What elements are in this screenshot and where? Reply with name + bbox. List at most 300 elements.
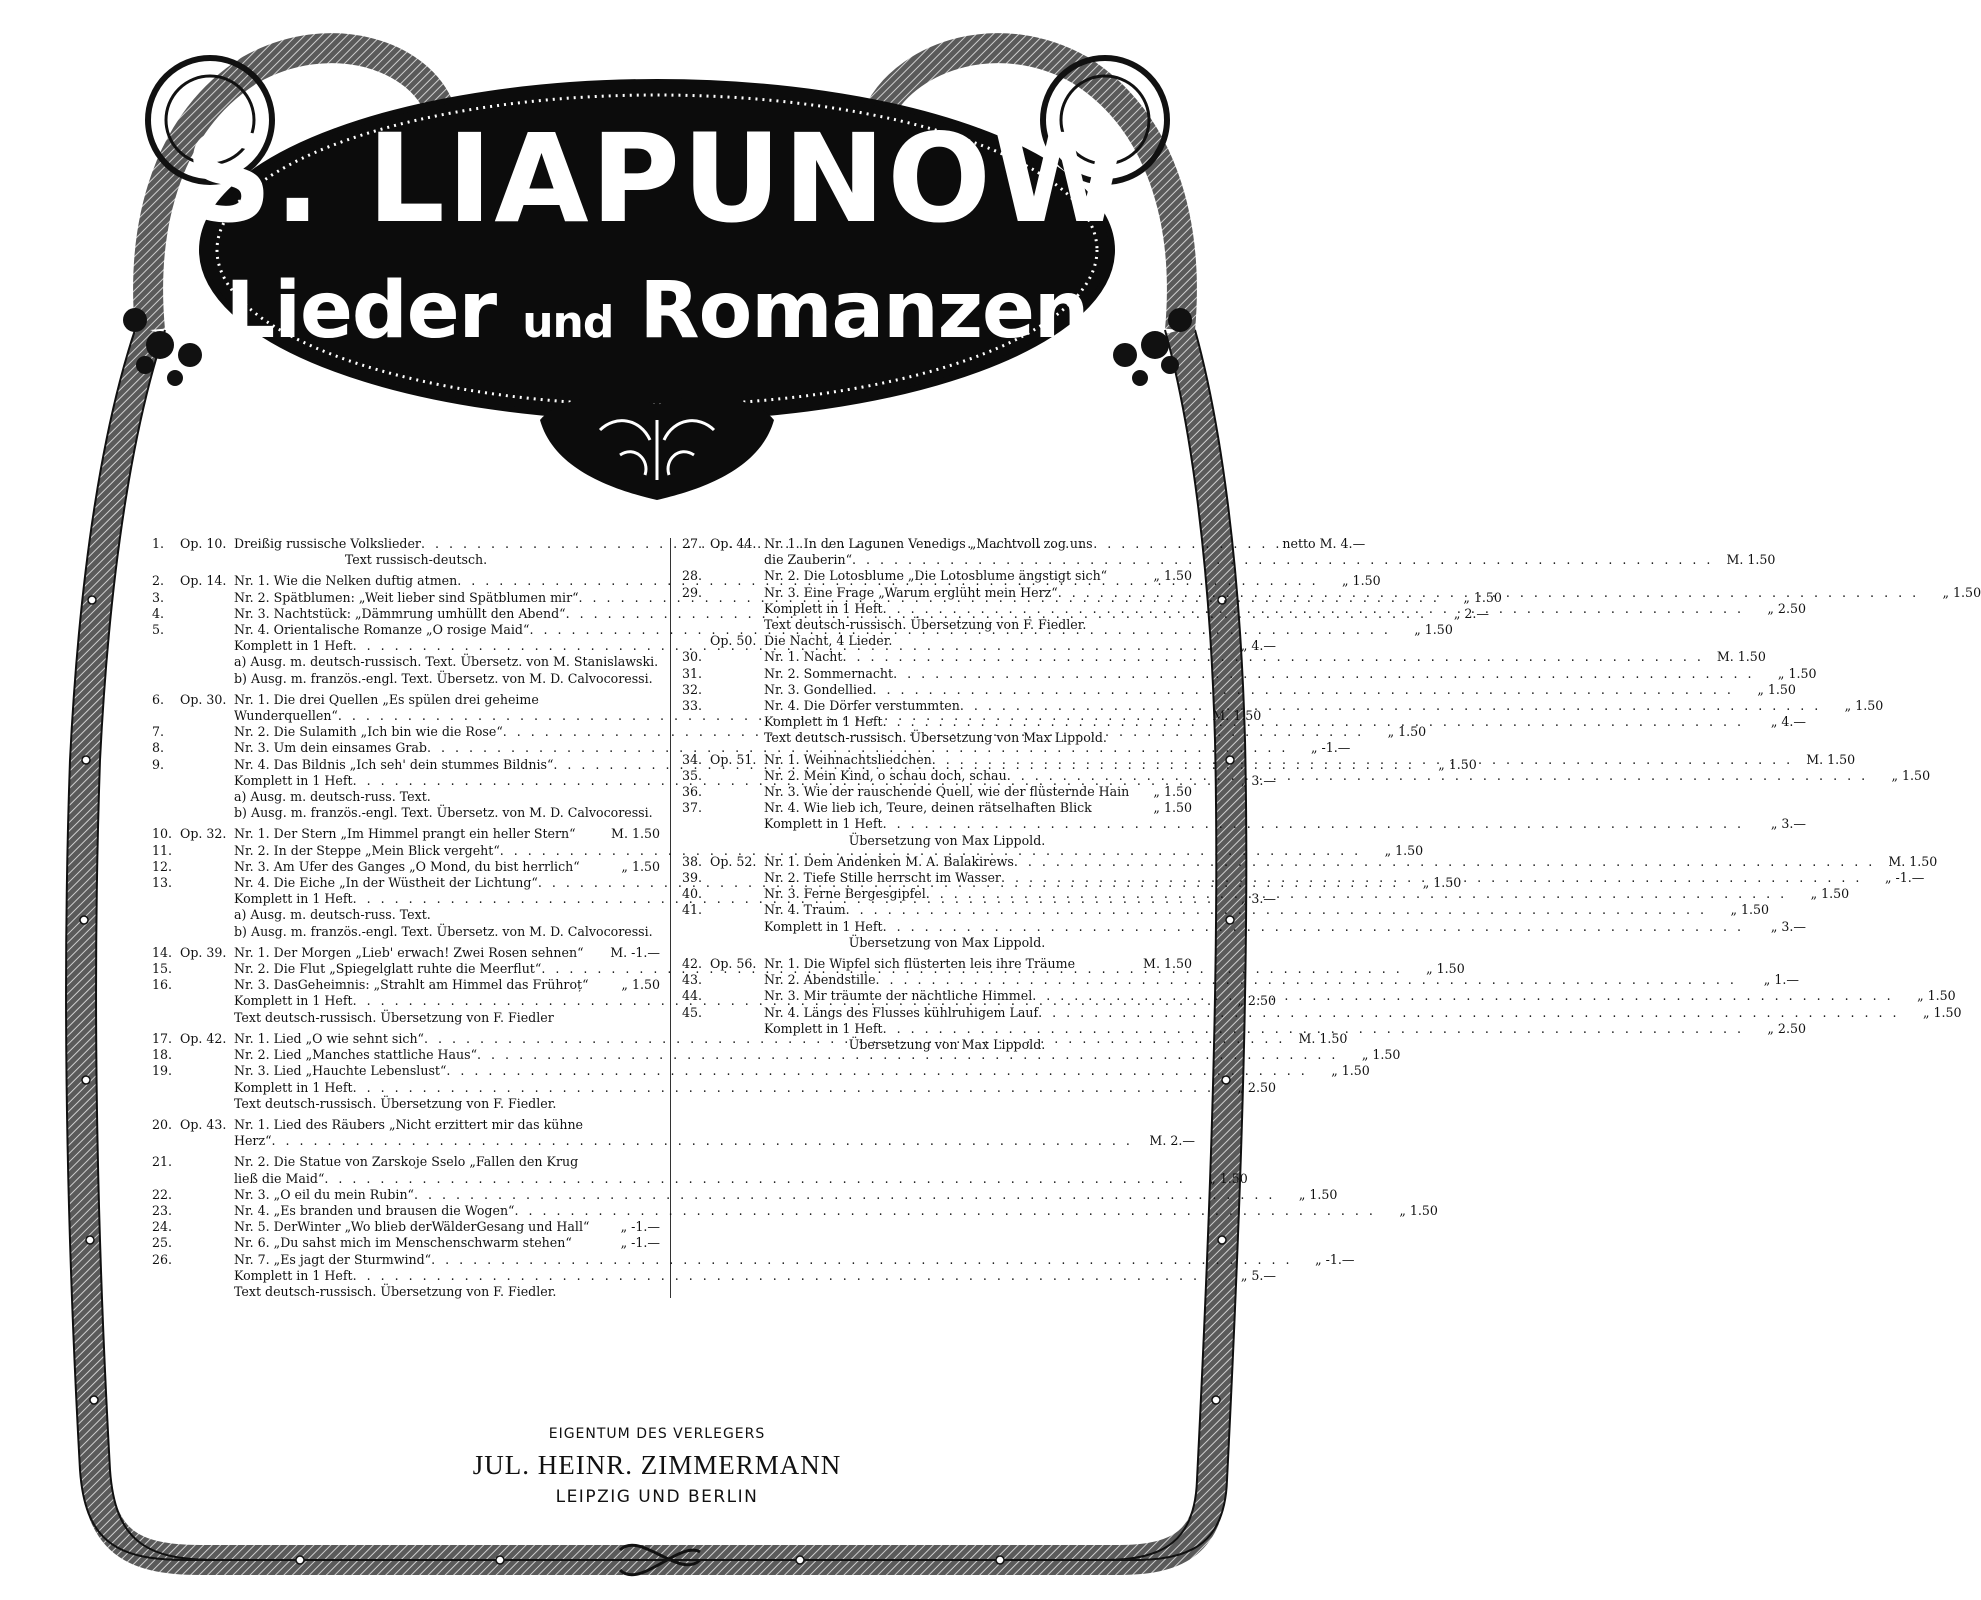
catalog-row — [682, 784, 1192, 800]
price: „ 2.50 — [1767, 1020, 1806, 1036]
opus-number — [180, 1063, 234, 1079]
price: „ 1.50 — [1414, 622, 1453, 638]
catalog-row — [152, 1010, 660, 1026]
song-title-text: ließ die Maid“ — [234, 1170, 325, 1186]
opus-number — [710, 1005, 764, 1021]
song-title-text: Nr. 4. Das Bildnis „Ich seh' dein stummes Bildnis“ — [234, 756, 554, 772]
song-title-text: Nr. 1. Die Wipfel sich flüsterten leis ihre Träume — [764, 956, 1076, 972]
song-title-text: Nr. 2. Sommernacht — [764, 665, 894, 681]
catalog-row — [682, 751, 1856, 768]
song-title — [764, 833, 1130, 849]
song-title-text: Übersetzung von Max Lippold. — [848, 832, 1046, 848]
opus-number: Op. 30. — [180, 691, 227, 707]
price: „ 1.50 — [1891, 767, 1931, 783]
item-number: 45. — [682, 1004, 703, 1020]
opus-number — [710, 833, 764, 849]
opus-number — [180, 1080, 234, 1096]
opus-number — [180, 907, 234, 923]
item-number: 39. — [682, 870, 703, 886]
song-title-text: Wunderquellen“ — [234, 708, 338, 724]
catalog-row — [682, 568, 1192, 584]
item-number: 15. — [152, 961, 173, 977]
item-number: 31. — [682, 665, 703, 681]
song-title-text: Nr. 3. Eine Frage „Warum erglüht mein Herz“ — [764, 584, 1058, 600]
price — [598, 1284, 660, 1300]
leader-dots — [883, 1021, 1744, 1037]
song-title-text: Nr. 1. Dem Andenken M. A. Balakirews — [764, 853, 1014, 869]
leader-dots — [324, 1171, 1185, 1187]
leader-dots — [960, 698, 1821, 714]
song-title — [764, 633, 1130, 649]
song-title-text: b) Ausg. m. französ.-engl. Text. Übersetz. von M. D. Calvocoressi. — [234, 670, 653, 686]
opus-number — [180, 805, 234, 821]
item-number — [152, 552, 180, 568]
opus-number — [710, 601, 764, 617]
price — [1130, 1037, 1192, 1053]
price: „ 1.50 — [1438, 756, 1477, 772]
price: „ -1.— — [1310, 740, 1351, 756]
opus-number: Op. 10. — [180, 536, 227, 551]
leader-dots — [1014, 854, 1875, 870]
song-title — [234, 671, 653, 687]
opus-number — [180, 1235, 234, 1251]
song-title-text: Herz“ — [234, 1133, 272, 1149]
price: „ 1.50 — [1917, 988, 1956, 1004]
song-title-text: Nr. 2. Mein Kind, o schau doch, schau — [764, 767, 1007, 783]
catalog-row — [152, 977, 660, 993]
leader-dots — [842, 649, 1703, 665]
price: „ 1.50 — [1298, 1186, 1338, 1202]
opus-number — [180, 1187, 234, 1203]
song-title — [764, 752, 1793, 768]
catalog-row — [682, 767, 1931, 784]
opus-number — [710, 682, 764, 698]
catalog-row — [152, 1219, 660, 1235]
price: „ 1.50 — [621, 977, 660, 993]
song-title-text: Komplett in 1 Heft — [234, 638, 353, 654]
catalog-row — [682, 600, 1806, 617]
opus-number — [180, 1047, 234, 1063]
opus-number — [180, 843, 234, 859]
catalog-row — [152, 842, 1424, 859]
song-title-text: Übersetzung von Max Lippold. — [848, 1037, 1046, 1053]
catalog-row — [682, 1037, 1192, 1053]
price: „ 1.50 — [1399, 1202, 1438, 1218]
song-title-text: a) Ausg. m. deutsch-russ. Text. — [234, 907, 431, 923]
song-title — [234, 924, 653, 940]
leader-dots — [1032, 988, 1893, 1004]
price: „ 1.50 — [1426, 961, 1465, 977]
opus-number — [710, 568, 764, 584]
catalog-row — [682, 681, 1796, 698]
song-title — [234, 1133, 1133, 1149]
opus-number — [180, 1096, 234, 1112]
title-oval — [202, 82, 1112, 418]
item-number: 23. — [152, 1202, 173, 1218]
opus-number — [180, 773, 234, 789]
song-title-text: Nr. 3. Nachtstück: „Dämmrung umhüllt den Abend“ — [234, 605, 566, 621]
item-number — [682, 730, 710, 746]
opus-number: Op. 56. — [710, 956, 757, 972]
item-number — [152, 907, 180, 923]
song-title — [764, 816, 1744, 832]
song-title-text: Nr. 3. Um dein einsames Grab — [234, 740, 427, 756]
song-title-text: Nr. 1. In den Lagunen Venedigs „Machtvoll zog uns — [764, 536, 1093, 551]
opus-number — [180, 606, 234, 622]
item-number — [152, 708, 180, 724]
catalog-row — [152, 907, 660, 923]
song-title — [764, 784, 1130, 800]
song-title — [234, 1252, 1293, 1268]
song-title — [764, 617, 1130, 633]
catalog-row — [152, 945, 660, 961]
price: „ 2.50 — [1767, 600, 1806, 616]
song-title — [234, 1117, 598, 1133]
opus-number — [710, 870, 764, 886]
catalog-row — [152, 1251, 1355, 1268]
item-number: 22. — [152, 1186, 173, 1202]
price: „ -1.— — [620, 1235, 660, 1251]
price: M. 1.50 — [1726, 552, 1776, 568]
item-number: 27. — [682, 536, 703, 551]
song-title — [764, 902, 1707, 918]
song-title-text: Nr. 1. Weihnachtsliedchen — [764, 751, 932, 767]
item-number: 13. — [152, 875, 173, 891]
catalog-row — [152, 692, 660, 708]
price: „ 4.— — [1770, 714, 1806, 730]
price: M. -1.— — [610, 944, 660, 960]
opus-number: Op. 42. — [180, 1030, 227, 1046]
song-title-text: Nr. 2. Spätblumen: „Weit lieber sind Spätblumen mir“ — [234, 589, 579, 605]
catalog-row — [152, 1096, 660, 1112]
song-title-text: Text russisch-deutsch. — [344, 552, 488, 568]
item-number — [682, 919, 710, 935]
song-title — [764, 714, 1744, 730]
song-title-text: Nr. 3. Lied „Hauchte Lebenslust“ — [234, 1063, 447, 1079]
price: M. 1.50 — [1143, 956, 1192, 972]
song-title-text: Komplett in 1 Heft — [234, 1079, 353, 1095]
publisher-cities: LEIPZIG UND BERLIN — [555, 1487, 759, 1507]
opus-number — [180, 552, 234, 568]
price: M. 1.50 — [1716, 649, 1766, 665]
price: „ 5.— — [1240, 1267, 1276, 1283]
price: „ 1.50 — [1757, 681, 1796, 697]
catalog-row — [152, 1079, 1276, 1096]
catalog-row — [152, 1170, 1248, 1187]
catalog-row — [682, 918, 1806, 935]
opus-number — [710, 730, 764, 746]
item-number — [152, 1133, 180, 1149]
song-title — [764, 768, 1868, 784]
opus-number — [710, 698, 764, 714]
item-number: 19. — [152, 1063, 173, 1079]
publisher-name: JUL. HEINR. ZIMMERMANN — [472, 1450, 842, 1480]
song-title — [234, 654, 658, 670]
catalog-row — [682, 902, 1770, 918]
price — [1130, 536, 1192, 552]
ownership-note: EIGENTUM DES VERLEGERS — [548, 1426, 766, 1442]
price: M. 1.50 — [1888, 853, 1938, 869]
opus-number: Op. 44. — [710, 536, 757, 551]
leader-dots — [876, 972, 1737, 988]
item-number: 7. — [152, 724, 165, 740]
catalog-row — [152, 671, 660, 687]
item-number — [152, 1284, 180, 1300]
leader-dots — [926, 886, 1787, 902]
song-title — [764, 730, 1130, 746]
song-title — [234, 1187, 1275, 1203]
song-title-text: Nr. 1. Nacht — [764, 649, 843, 665]
song-title-text: Text deutsch-russisch. Übersetzung von F. Fiedler — [234, 1009, 554, 1025]
item-number — [152, 924, 180, 940]
song-title-text: Komplett in 1 Heft — [234, 993, 353, 1009]
item-number: 43. — [682, 972, 703, 988]
item-number: 5. — [152, 622, 165, 638]
opus-number — [180, 708, 234, 724]
song-title — [234, 1080, 1214, 1096]
opus-number — [180, 1284, 234, 1300]
opus-number — [180, 757, 234, 773]
song-title-text: Nr. 6. „Du sahst mich im Menschenschwarm stehen“ — [234, 1235, 572, 1251]
item-number — [682, 714, 710, 730]
price: „ 3.— — [1770, 918, 1806, 934]
song-title — [234, 1284, 598, 1300]
opus-number — [180, 977, 234, 993]
price: „ 1.50 — [1463, 589, 1502, 605]
song-title-text: Nr. 2. Die Statue von Zarskoje Sselo „Fallen den Krug — [234, 1154, 579, 1170]
leader-dots — [846, 902, 1707, 918]
catalog-row — [682, 698, 1884, 714]
price: netto M. 4.— — [1282, 536, 1366, 551]
song-title-text: Nr. 4. Längs des Flusses kühlruhigem Lauf — [764, 1004, 1039, 1020]
item-number — [682, 601, 710, 617]
item-number — [152, 1080, 180, 1096]
song-title-text: Nr. 4. Die Dörfer verstummten — [764, 698, 960, 714]
catalog-row — [682, 833, 1192, 849]
item-number: 36. — [682, 784, 703, 800]
song-title-text: Nr. 3. „O eil du mein Rubin“ — [234, 1186, 414, 1202]
catalog-row — [682, 853, 1938, 870]
song-title — [764, 870, 1862, 886]
catalog-row — [152, 1284, 660, 1300]
price: „ 1.50 — [1153, 568, 1192, 584]
item-number — [152, 993, 180, 1009]
opus-number: Op. 51. — [710, 751, 757, 767]
price: „ 1.50 — [621, 858, 660, 874]
opus-number — [180, 961, 234, 977]
song-title — [764, 886, 1787, 902]
catalog-row — [682, 552, 1776, 568]
item-number — [152, 638, 180, 654]
opus-number — [180, 1171, 234, 1187]
catalog-row — [152, 654, 660, 670]
opus-number — [180, 1219, 234, 1235]
item-number: 21. — [152, 1154, 173, 1170]
price: „ 2.— — [1453, 605, 1489, 621]
price: „ 1.50 — [1922, 1004, 1962, 1020]
song-title-text: Nr. 2. In der Steppe „Mein Blick vergeht“ — [234, 842, 500, 858]
item-number: 16. — [152, 977, 173, 993]
leader-dots — [353, 1268, 1214, 1284]
opus-number — [710, 585, 764, 601]
price: „ 1.50 — [1844, 698, 1884, 714]
song-title-text: Nr. 4. „Es branden und brausen die Wogen“ — [234, 1202, 515, 1218]
song-title-text: Nr. 3. Gondellied — [764, 681, 873, 697]
song-title — [234, 805, 653, 821]
item-number: 25. — [152, 1235, 173, 1251]
item-number — [152, 805, 180, 821]
opus-number — [710, 919, 764, 935]
item-number: 40. — [682, 886, 703, 902]
price — [1130, 617, 1192, 633]
price — [1130, 935, 1192, 951]
item-number: 32. — [682, 681, 703, 697]
item-number — [152, 1171, 180, 1187]
song-title-text: Nr. 2. Tiefe Stille herrscht im Wasser — [764, 870, 1001, 886]
title-word-lieder: Lieder — [225, 266, 497, 356]
song-title — [234, 1268, 1214, 1284]
song-title — [764, 854, 1875, 870]
leader-dots — [431, 1252, 1292, 1268]
song-title — [764, 536, 1130, 552]
item-number: 38. — [682, 853, 703, 869]
opus-number: Op. 14. — [180, 573, 227, 589]
catalog-row — [682, 649, 1766, 665]
song-title — [764, 1021, 1744, 1037]
price: „ 1.50 — [1942, 584, 1981, 600]
song-title-text: Komplett in 1 Heft — [234, 891, 353, 907]
song-title-text: b) Ausg. m. französ.-engl. Text. Übersetz. von M. D. Calvocoressi. — [234, 923, 653, 939]
price: „ 1.50 — [1342, 573, 1381, 589]
opus-number — [180, 875, 234, 891]
catalog-row — [682, 816, 1806, 832]
catalog-row — [152, 924, 660, 940]
leader-dots — [515, 1203, 1376, 1219]
song-title — [234, 1096, 598, 1112]
song-title-text: Nr. 4. Die Eiche „In der Wüstheit der Lichtung“ — [234, 875, 538, 891]
opus-number — [710, 988, 764, 1004]
leader-dots — [883, 601, 1744, 617]
leader-dots — [272, 1133, 1133, 1149]
song-title — [764, 585, 1919, 601]
price: „ 1.50 — [1422, 875, 1462, 891]
opus-number — [710, 935, 764, 951]
catalog-row — [682, 800, 1192, 816]
price: „ -1.— — [1315, 1251, 1355, 1267]
price — [598, 1010, 660, 1026]
item-number: 26. — [152, 1251, 173, 1267]
item-number — [682, 552, 710, 568]
opus-number: Op. 52. — [710, 853, 757, 869]
opus-number — [710, 714, 764, 730]
price: „ -1.— — [1884, 870, 1925, 886]
song-title — [764, 666, 1755, 682]
opus-number — [180, 654, 234, 670]
price: „ 1.50 — [1153, 800, 1192, 816]
price: „ 2.50 — [1237, 1079, 1276, 1095]
composer-name: S. LIAPUNOW — [184, 108, 1130, 250]
opus-number: Op. 43. — [180, 1116, 227, 1132]
opus-number — [180, 638, 234, 654]
item-number — [152, 891, 180, 907]
item-number: 33. — [682, 698, 703, 714]
opus-number — [710, 552, 764, 568]
catalog-row — [152, 1186, 1338, 1203]
catalog-row — [682, 730, 1192, 746]
song-title-text: Komplett in 1 Heft — [764, 600, 883, 616]
leader-dots — [446, 1063, 1307, 1079]
item-number: 8. — [152, 740, 165, 756]
song-title — [764, 601, 1744, 617]
item-number: 30. — [682, 649, 703, 665]
price: M. 1.50 — [611, 826, 660, 842]
song-title-text: a) Ausg. m. deutsch-russisch. Text. Übersetz. von M. Stanislawski. — [234, 654, 659, 670]
item-number: 2. — [152, 573, 165, 589]
song-title — [234, 552, 598, 568]
opus-number — [180, 891, 234, 907]
catalog-row — [152, 805, 660, 821]
song-title-text: Nr. 1. Die drei Quellen „Es spülen drei geheime — [234, 691, 539, 707]
song-title-text: Komplett in 1 Heft — [764, 1020, 883, 1036]
item-number: 42. — [682, 956, 703, 972]
catalog-row — [682, 536, 1192, 552]
price — [598, 789, 660, 805]
song-title — [234, 1235, 598, 1251]
item-number: 34. — [682, 751, 703, 767]
opus-number — [180, 1133, 234, 1149]
title-word-romanzen: Romanzen — [639, 266, 1089, 356]
song-title-text: Nr. 1. Wie die Nelken duftig atmen — [234, 573, 458, 589]
catalog-row — [152, 1154, 660, 1170]
opus-number — [180, 590, 234, 606]
song-title-text: Nr. 4. Wie lieb ich, Teure, deinen rätselhaften Blick — [764, 800, 1092, 816]
song-title-text: Komplett in 1 Heft — [764, 816, 883, 832]
item-number: 10. — [152, 826, 173, 842]
opus-number — [710, 800, 764, 816]
song-title — [764, 919, 1744, 935]
opus-number — [710, 649, 764, 665]
opus-number — [710, 816, 764, 832]
price — [1130, 833, 1192, 849]
catalog-row — [682, 935, 1192, 951]
item-number — [682, 617, 710, 633]
item-number: 14. — [152, 944, 173, 960]
item-number — [152, 773, 180, 789]
leader-dots — [852, 552, 1713, 568]
song-title-text: Nr. 5. DerWinter „Wo blieb derWälderGesang und Hall“ — [234, 1219, 590, 1235]
price: „ 1.— — [1763, 972, 1799, 988]
opus-number — [180, 1252, 234, 1268]
leader-dots — [883, 816, 1744, 832]
price: „ 1.50 — [1384, 842, 1424, 858]
opus-number — [180, 924, 234, 940]
song-title-text: Komplett in 1 Heft — [234, 1267, 353, 1283]
song-title — [764, 988, 1894, 1004]
opus-number — [710, 1021, 764, 1037]
song-title — [764, 568, 1130, 584]
song-title — [234, 1219, 598, 1235]
song-title-text: Nr. 2. Die Sulamith „Ich bin wie die Rose“ — [234, 724, 503, 740]
song-title-text: Nr. 3. Am Ufer des Ganges „O Mond, du bist herrlich“ — [234, 858, 580, 874]
catalog-row — [152, 1047, 1401, 1063]
opus-number — [180, 1010, 234, 1026]
item-number — [152, 1096, 180, 1112]
price: „ 3.— — [1240, 772, 1276, 788]
price: „ 3.— — [1240, 891, 1276, 907]
item-number — [152, 789, 180, 805]
song-title-text: Nr. 3. Wie der rauschende Quell, wie der flüsternde Hain — [764, 784, 1130, 800]
item-number: 24. — [152, 1219, 173, 1235]
